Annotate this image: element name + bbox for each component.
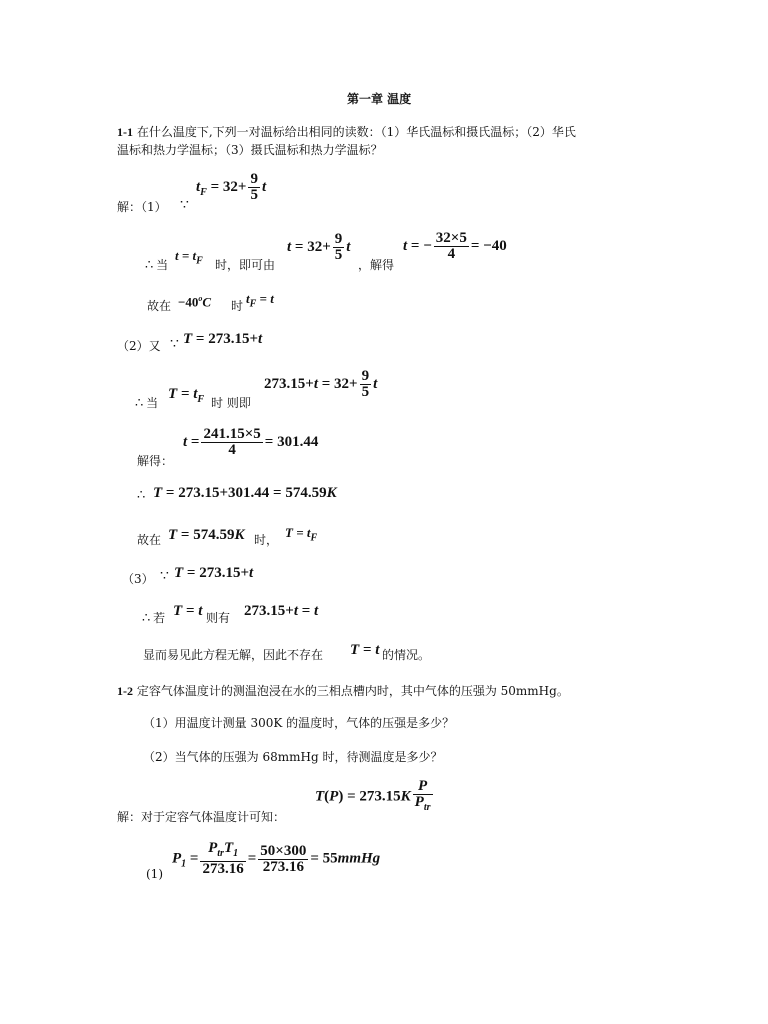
therefore-line-4: ∴ 若: [142, 611, 166, 626]
equation-T-eq-t-note: T = t: [350, 642, 380, 658]
solution-3-label: （3）: [122, 572, 154, 586]
equation-tf-eq-t: $t_F = t$: [246, 291, 274, 310]
equation-T-formula: T = 273.15+t: [183, 331, 263, 347]
conclusion-line-1: 故在: [147, 299, 172, 313]
equation-result-1: t = − $\frac{32\times 5}{4}$ = −40: [403, 230, 507, 262]
problem-text-line1: 在什么温度下,下列一对温标给出相同的读数：（1）华氏温标和摄氏温标；（2）华氏: [136, 125, 576, 139]
therefore-symbol: ∴: [142, 611, 150, 626]
question-1: （1）用温度计测量 300K 的温度时，气体的压强是多少？: [143, 716, 455, 730]
equation-minus40c: $-40^oC$: [178, 294, 212, 310]
conclusion-line-2: 故在: [137, 533, 162, 547]
therefore-line-2: ∴ 当: [135, 396, 159, 411]
problem-number: 1-2: [117, 684, 133, 698]
solution-1-2-label: 解：对于定容气体温度计可知：: [117, 810, 286, 824]
because-symbol: ∵: [180, 197, 189, 213]
equation-T-eq-t: T = t: [173, 603, 203, 619]
equation-T-eq-tf: $T = t_F$: [168, 386, 205, 405]
part-1-label: (1): [146, 867, 163, 881]
equation-T-574: T = 574.59K: [168, 527, 245, 543]
equation-T-formula-3: T = 273.15+t: [174, 565, 254, 581]
equation-substitute-1: t = 32+ $\frac{9}{5}$ t: [287, 231, 351, 263]
page-title: 第一章 温度: [347, 92, 412, 106]
therefore-line-3: [137, 488, 144, 503]
text-shi-ze-ji: 时 则即: [211, 396, 251, 410]
text-jie-de-2: 解得：: [137, 454, 174, 468]
text-ze-you: 则有: [206, 611, 231, 625]
problem-1-2: [117, 682, 569, 699]
text-note-post: 的情况。: [382, 648, 431, 662]
equation-T-value: T = 273.15+301.44 = 574.59K: [153, 485, 337, 501]
equation-tf-formula: $t_F = 32+$ $\frac{9}{5}$ t: [196, 171, 267, 203]
problem-number: 1-1: [117, 125, 133, 139]
equation-result-2: t = $\frac{241.15\times 5}{4}$ = 301.44: [183, 426, 319, 458]
text-shi-2: 时，: [254, 533, 279, 547]
text-shi: 时: [231, 299, 244, 313]
problem-text-line2: 温标和热力学温标；（3）摄氏温标和热力学温标？: [117, 143, 383, 157]
problem-text: 定容气体温度计的测温泡浸在水的三相点槽内时，其中气体的压强为 50mmHg。: [136, 684, 569, 698]
problem-1-1: [117, 123, 576, 140]
therefore-symbol: ∴: [135, 396, 143, 411]
text-jie-de: ，解得: [358, 258, 395, 272]
equation-P1: $P_1$ = $\frac{P_{tr}T_1}{273.16}$ = $\frac{50\times 300}{273.16}$ = 55mmHg: [172, 840, 381, 877]
therefore-symbol: ∴: [137, 488, 145, 503]
note-line: 显而易见此方程无解，因此不存在: [143, 648, 324, 662]
text-shi-ji-ke-you: 时，即可由: [215, 258, 276, 272]
because-symbol: ∵: [170, 336, 179, 352]
therefore-symbol: ∴: [145, 258, 153, 273]
question-2: （2）当气体的压强为 68mmHg 时，待测温度是多少？: [143, 750, 443, 764]
equation-t-eq-tf: $t = t_F$: [175, 248, 203, 267]
equation-substitute-3: 273.15+t = t: [244, 603, 319, 619]
therefore-line-1: ∴ 当: [145, 258, 169, 273]
equation-substitute-2: 273.15+t = 32+ $\frac{9}{5}$ t: [264, 368, 378, 400]
solution-1-label: 解：（1）: [117, 200, 167, 214]
equation-T-eq-tf-2: $T = t_F$: [285, 525, 318, 544]
because-symbol: ∵: [160, 568, 169, 584]
equation-TP: T(P) = 273.15K $\frac{P}{P_{tr}}$: [315, 778, 431, 813]
solution-2-label: （2）又: [117, 339, 161, 353]
